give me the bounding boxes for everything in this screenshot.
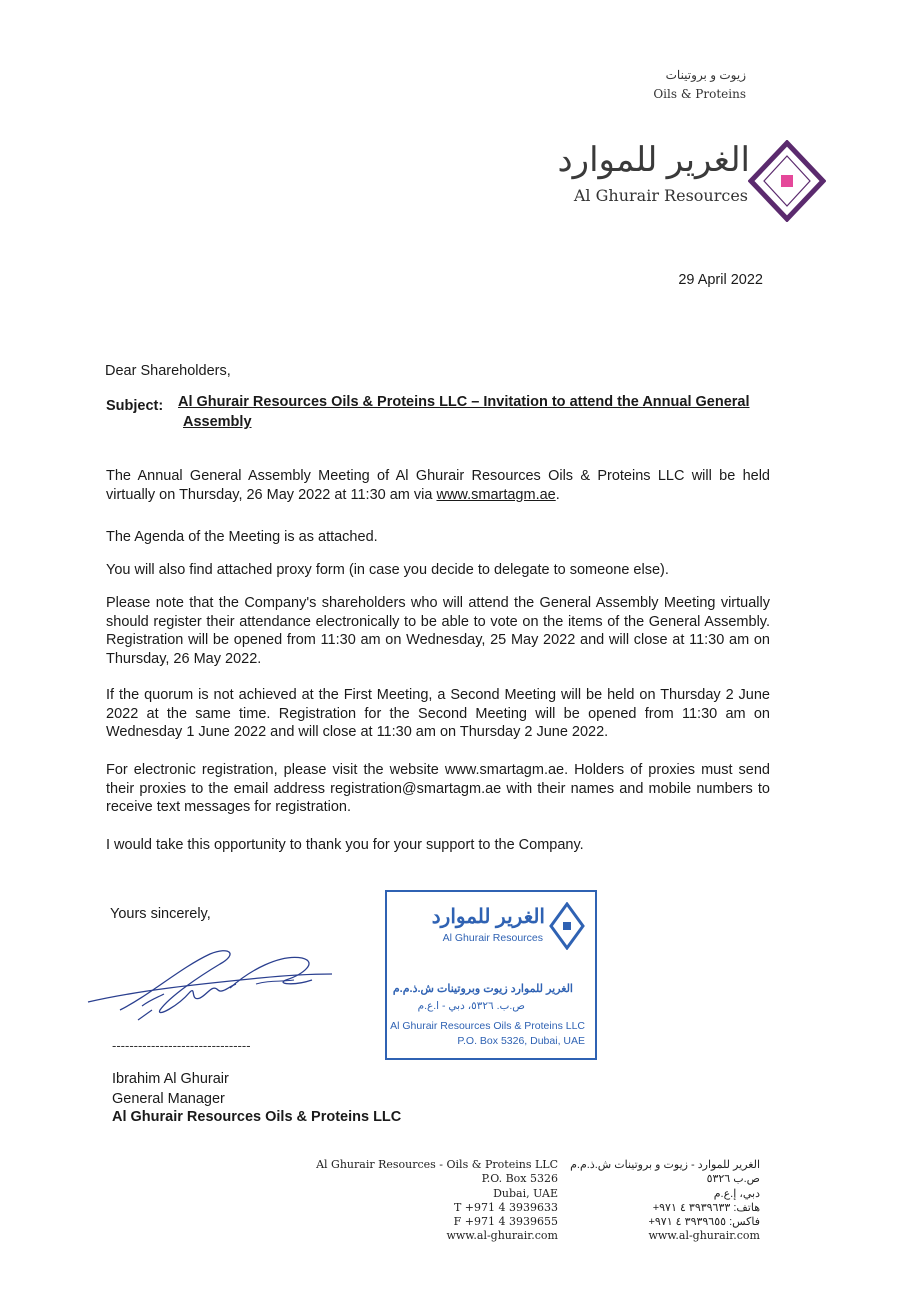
footer-website[interactable]: www.al-ghurair.com <box>446 1229 558 1243</box>
signer-title: General Manager <box>112 1091 225 1107</box>
subject-text <box>178 392 778 432</box>
footer-phone: T +971 4 3939633 <box>453 1200 558 1214</box>
footer-ar-city: دبي، إ.ع.م <box>713 1187 760 1200</box>
signature-line: -------------------------------- <box>112 1038 251 1053</box>
salutation: Dear Shareholders, <box>105 363 231 379</box>
footer-ar-po-box: ص.ب ٥٣٢٦ <box>706 1173 760 1186</box>
footer-ar-phone: هاتف: ٣٩٣٩٦٣٣ ٤ ٩٧١+ <box>652 1201 760 1214</box>
paragraph-text: . <box>555 486 560 503</box>
header-arabic-tagline: زيوت و بروتينات <box>665 68 746 82</box>
footer-company: Al Ghurair Resources - Oils & Proteins LLC <box>316 1158 558 1171</box>
stamp-english-line-2: P.O. Box 5326, Dubai, UAE <box>457 1035 585 1047</box>
paragraph-meeting-details <box>106 467 770 504</box>
logo-english-text: Al Ghurair Resources <box>573 186 748 205</box>
stamp-english-line-1: Al Ghurair Resources Oils & Proteins LLC <box>390 1020 585 1032</box>
footer-po-box: P.O. Box 5326 <box>481 1172 558 1186</box>
paragraph-second-meeting: If the quorum is not achieved at the First Meeting, a Second Meeting will be held on Thursday 2 June 2022 at the same time. Registration for the Second Meeting will be opened from 11:30 am on Wednesday 1 June 2022 and will close at 11:30 am on Thursday 2 June 2022. <box>106 687 770 740</box>
paragraph-registration: Please note that the Company's shareholders who will attend the General Assembly Meeting virtually should register their attendance electronically to be able to vote on the items of the General Assembly. Registration will be opened from 11:30 am on Wednesday, 25 May 2022 and will close at 11:30 am on Thursday, 26 May 2022. <box>106 595 770 667</box>
subject-label: Subject: <box>106 398 164 414</box>
paragraph-proxy-form: You will also find attached proxy form (in case you decide to delegate to someone else). <box>106 562 669 578</box>
paragraph-agenda: The Agenda of the Meeting is as attached. <box>106 529 378 545</box>
subject-line-1: Al Ghurair Resources Oils & Proteins LLC – Invitation to attend the Annual General <box>178 394 750 410</box>
logo-arabic-text: الغرير للموارد <box>557 141 750 179</box>
diamond-logo-icon <box>748 140 826 222</box>
subject-line-2: Assembly <box>183 414 252 430</box>
letter-date: 29 April 2022 <box>678 272 763 288</box>
paragraph-text: The Annual General Assembly Meeting of Al Ghurair Resources Oils & Proteins LLC will be held virtually on Thursday, 26 May 2022 at 11:30 am via <box>106 468 770 503</box>
company-stamp <box>385 890 597 1060</box>
footer-fax: F +971 4 3939655 <box>453 1215 558 1229</box>
footer-english-address <box>316 1158 558 1244</box>
header-english-tagline: Oils & Proteins <box>653 87 746 101</box>
stamp-arabic-line-1: الغرير للموارد زيوت وبروتينات ش.ذ.م.م <box>392 983 573 995</box>
footer-ar-website[interactable]: www.al-ghurair.com <box>648 1229 760 1243</box>
signer-block <box>112 1069 229 1109</box>
footer-arabic-address <box>570 1158 760 1244</box>
stamp-arabic-line-2: ص.ب. ٥٣٢٦، دبي - ا.ع.م <box>417 1000 525 1012</box>
paragraph-electronic-registration: For electronic registration, please visit the website www.smartagm.ae. Holders of proxies must send their proxies to the email address registration@smartagm.ae with their names and mobile numbers to receive text messages for registration. <box>106 762 770 815</box>
closing: Yours sincerely, <box>110 906 211 922</box>
stamp-logo-english: Al Ghurair Resources <box>442 932 543 944</box>
signer-company: Al Ghurair Resources Oils & Proteins LLC <box>112 1109 402 1125</box>
footer-city: Dubai, UAE <box>493 1186 558 1200</box>
paragraph-thanks: I would take this opportunity to thank you for your support to the Company. <box>106 837 584 853</box>
stamp-diamond-icon <box>549 902 585 950</box>
footer-ar-fax: فاكس: ٣٩٣٩٦٥٥ ٤ ٩٧١+ <box>648 1216 760 1229</box>
footer-ar-company: الغرير للموارد - زيوت و بروتينات ش.ذ.م.م <box>570 1159 760 1171</box>
smartagm-link[interactable]: www.smartagm.ae <box>436 486 556 503</box>
stamp-logo-arabic: الغرير للموارد <box>431 906 545 928</box>
signer-name: Ibrahim Al Ghurair <box>112 1071 229 1087</box>
handwritten-signature <box>80 940 350 1030</box>
